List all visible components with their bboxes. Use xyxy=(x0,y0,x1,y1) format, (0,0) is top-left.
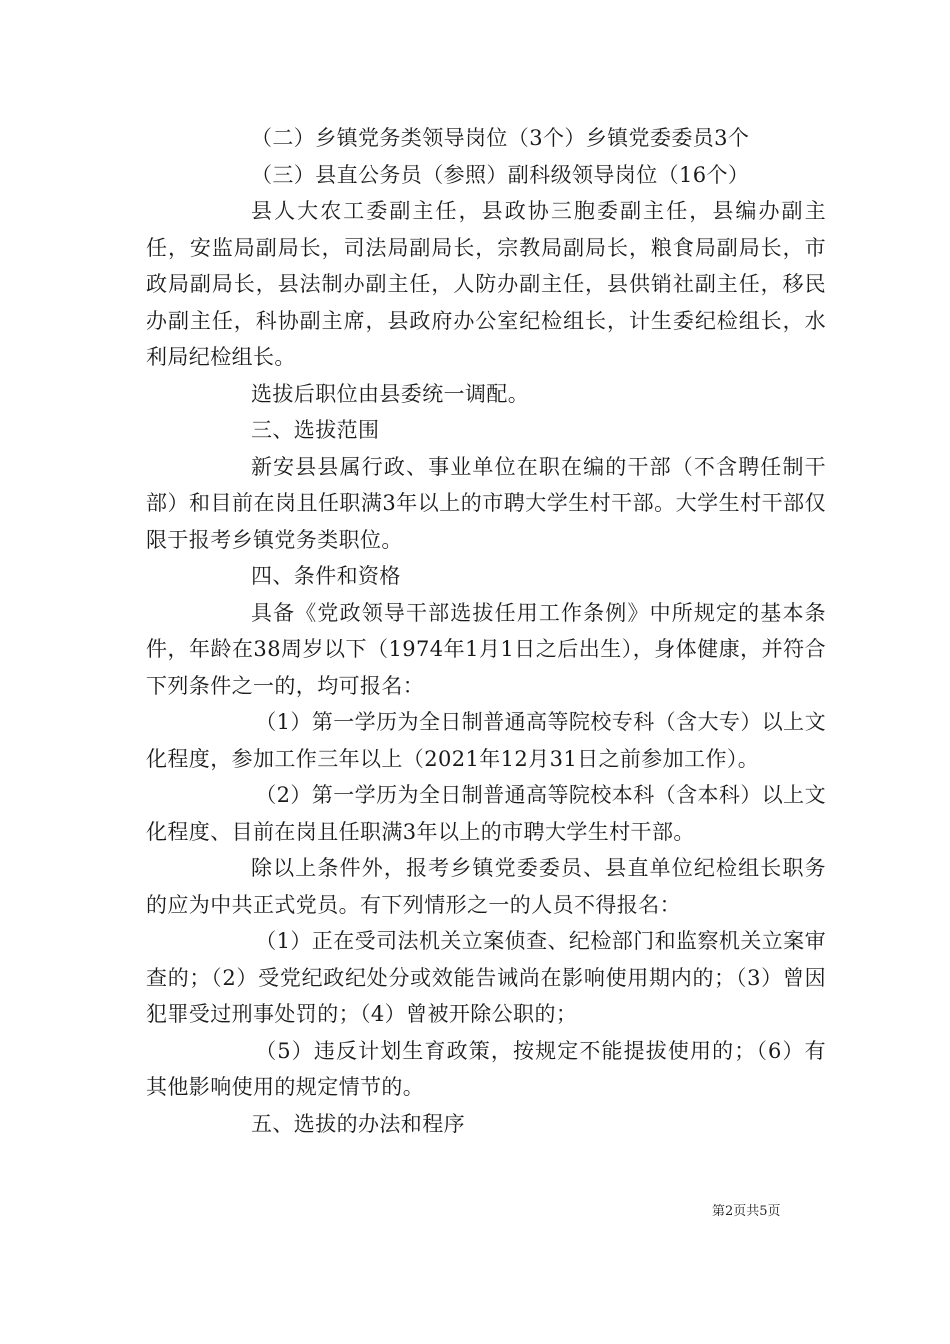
paragraph-scope: 新安县县属行政、事业单位在职在编的干部（不含聘任制干部）和目前在岗且任职满3年以上的市聘大学生村干部。大学生村干部仅限于报考乡镇党务类职位。 xyxy=(146,454,826,552)
section-heading-qualifications: 四、条件和资格 xyxy=(251,564,401,588)
paragraph-exclusions-5-6: （5）违反计划生育政策，按规定不能提拔使用的；（6）有其他影响使用的规定情节的。 xyxy=(146,1038,826,1099)
section-heading-scope: 三、选拔范围 xyxy=(251,418,380,442)
paragraph-party-member-requirement: 除以上条件外，报考乡镇党委委员、县直单位纪检组长职务的应为中共正式党员。有下列情形之一的人员不得报名： xyxy=(146,856,826,917)
paragraph-county-civil-servant-posts: （三）县直公务员（参照）副科级领导岗位（16个） xyxy=(251,162,750,187)
paragraph-allocation: 选拔后职位由县委统一调配。 xyxy=(251,381,530,406)
paragraph-post-list: 县人大农工委副主任，县政协三胞委副主任，县编办副主任，安监局副局长，司法局副局长，宗教局副局长，粮食局副局长，市政局副局长，县法制办副主任，人防办副主任，县供销社副主任，移民办副主任，科协副主席，县政府办公室纪检组长，计生委纪检组长，水利局纪检组长。 xyxy=(146,199,826,369)
paragraph-condition-2: （2）第一学历为全日制普通高等院校本科（含本科）以上文化程度、目前在岗且任职满3年以上的市聘大学生村干部。 xyxy=(146,783,826,844)
page-number-footer: 第2页共5页 xyxy=(712,1204,781,1219)
paragraph-condition-1: （1）第一学历为全日制普通高等院校专科（含大专）以上文化程度，参加工作三年以上（2021年12月31日之前参加工作）。 xyxy=(146,710,826,771)
paragraph-basic-conditions: 具备《党政领导干部选拔任用工作条例》中所规定的基本条件，年龄在38周岁以下（1974年1月1日之后出生），身体健康，并符合下列条件之一的，均可报名： xyxy=(146,600,826,698)
document-body xyxy=(146,120,826,1142)
section-heading-procedure: 五、选拔的办法和程序 xyxy=(251,1111,465,1136)
paragraph-township-party-posts: （二）乡镇党务类领导岗位（3个）乡镇党委委员3个 xyxy=(251,126,750,150)
paragraph-exclusions-1-4: （1）正在受司法机关立案侦查、纪检部门和监察机关立案审查的；（2）受党纪政纪处分或效能告诫尚在影响使用期内的；（3）曾因犯罪受过刑事处罚的；（4）曾被开除公职的； xyxy=(146,929,826,1026)
